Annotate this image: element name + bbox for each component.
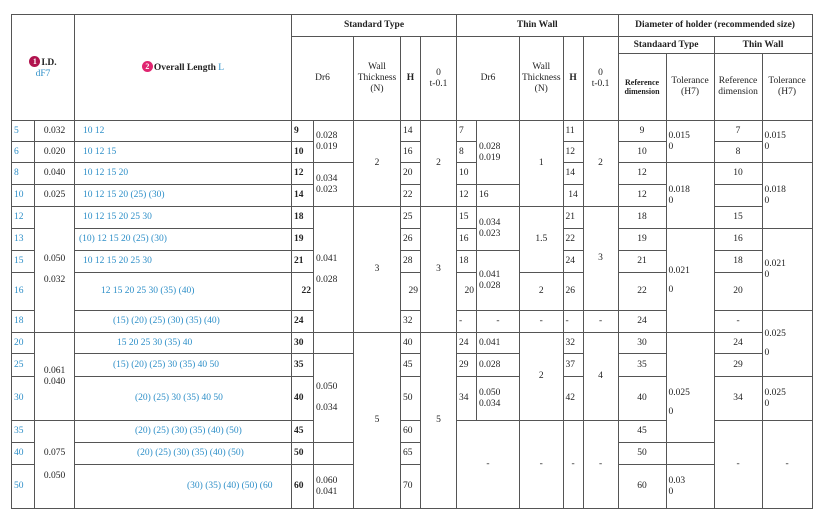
length-cell: (20) (25) (30) (35) (40) (50) — [75, 421, 292, 443]
ht-ref-cell: 8 — [714, 142, 762, 163]
length-label: Overall Length — [153, 63, 216, 74]
ht-ref-cell: 24 — [714, 333, 762, 354]
thin-dr6-blank: - — [457, 421, 520, 509]
tol0: 0 — [436, 67, 441, 78]
hs-ref-header — [618, 54, 666, 121]
thin-tol-cell: - — [477, 311, 520, 333]
hs-tol-cell — [666, 229, 714, 333]
length-cell: 10 12 15 20 (25) (30) — [75, 185, 292, 207]
hs-ref-cell: 19 — [618, 229, 666, 251]
holder-thin-header: Thin Wall — [714, 37, 812, 54]
holder-standard-header: Standaard Type — [618, 37, 714, 54]
thin-h-cell: 16 — [477, 185, 520, 207]
thin-h-cell: 21 — [563, 207, 583, 229]
id-cell: 15 — [12, 251, 35, 273]
length-cell: (20) (25) (30) (35) (40) (50) — [75, 443, 292, 465]
std-dr6-cell: 9 — [292, 121, 314, 142]
thin-tol-cell: 0.028 — [477, 354, 520, 377]
id-cell: 12 — [12, 207, 35, 229]
id-cell: 16 — [12, 273, 35, 311]
v: 0.050 — [43, 470, 66, 481]
length-cell: (10) 12 15 20 (25) (30) — [75, 229, 292, 251]
id-tol-cell: 0.040 — [35, 163, 75, 185]
std-tol-cell — [314, 333, 354, 354]
v: 0.015 — [668, 130, 690, 141]
std-h-cell: 22 — [401, 185, 421, 207]
std-dr6-cell: 30 — [292, 333, 314, 354]
ht-tol-header — [762, 54, 812, 121]
wall-l2: Thickness — [357, 73, 397, 84]
thin-t-cell: 2 — [583, 121, 618, 207]
tola: Tolerance — [768, 76, 806, 87]
ref1: Reference — [625, 77, 660, 87]
hs-ref-cell: 22 — [618, 273, 666, 311]
std-h-cell: 45 — [401, 354, 421, 377]
length-cell: 12 15 20 25 30 (35) (40) — [75, 273, 292, 311]
std-h-cell: 65 — [401, 443, 421, 465]
v: 0 — [668, 284, 674, 295]
id-tol-cell — [35, 421, 75, 509]
badge-2: 2 — [142, 61, 153, 72]
id-cell: 13 — [12, 229, 35, 251]
v: 0.025 — [668, 387, 690, 398]
std-tol-header — [421, 37, 457, 121]
std-tol-cell — [314, 121, 354, 163]
std-h-cell: 20 — [401, 163, 421, 185]
v: 0.034 — [316, 403, 338, 413]
thin-dr6-cell: 29 — [457, 354, 477, 377]
v: 0.019 — [316, 141, 338, 152]
std-h-cell: 70 — [401, 465, 421, 509]
std-dr6-cell: 19 — [292, 229, 314, 251]
std-dr6-cell: 22 — [292, 273, 314, 311]
thin-t-cell: 4 — [583, 333, 618, 421]
v: 0.021 — [764, 258, 786, 269]
ref2: dimension — [718, 87, 758, 97]
v: 0.050 — [316, 382, 338, 393]
ht-ref-cell: 7 — [714, 121, 762, 142]
std-dr6-cell: 14 — [292, 185, 314, 207]
hs-ref-cell: 10 — [618, 142, 666, 163]
thin-dr6-cell: 24 — [457, 333, 477, 354]
hs-ref-cell: 21 — [618, 251, 666, 273]
ht-ref-header — [714, 54, 762, 121]
thin-tol-cell — [477, 207, 520, 251]
v: 0 — [764, 347, 770, 358]
v: 0.050 — [43, 253, 66, 264]
v: 0.032 — [43, 274, 66, 285]
v: 0.023 — [316, 184, 338, 195]
std-h-cell: 29 — [401, 273, 421, 311]
thin-h-cell: 24 — [563, 251, 583, 273]
thin-dr6-header: Dr6 — [457, 37, 520, 121]
ht-tol-cell — [762, 377, 812, 421]
thin-tol-cell — [477, 251, 520, 311]
std-dr6-cell: 24 — [292, 311, 314, 333]
thin-h-blank: - — [563, 421, 583, 509]
v: 0 — [668, 141, 674, 152]
ht-ref-cell: 15 — [714, 207, 762, 229]
ht-ref-cell: 34 — [714, 377, 762, 421]
thin-wall-cell: - — [520, 311, 564, 333]
hs-tol-cell — [666, 333, 714, 443]
ht-tol-cell — [762, 229, 812, 311]
thin-dr6-cell: 20 — [457, 273, 477, 311]
hs-tol-cell — [666, 163, 714, 229]
v: 0.041 — [316, 253, 338, 264]
std-dr6-cell: 10 — [292, 142, 314, 163]
thin-dr6-cell: 16 — [457, 229, 477, 251]
ht-tol-cell — [762, 163, 812, 229]
table-row — [12, 163, 813, 185]
std-dr6-cell: 60 — [292, 465, 314, 509]
ht-ref-blank: - — [714, 421, 762, 509]
thin-tol-cell — [477, 377, 520, 421]
std-h-header: H — [401, 37, 421, 121]
thin-t-blank: - — [583, 421, 618, 509]
hs-tol-cell — [666, 443, 714, 465]
v: 0 — [668, 486, 674, 497]
v: 0.023 — [479, 228, 501, 239]
hs-ref-cell: 14 — [563, 185, 583, 207]
length-cell: 10 12 — [75, 121, 292, 142]
std-h-cell: 26 — [401, 229, 421, 251]
std-dr6-cell: 40 — [292, 377, 314, 421]
id-cell: 10 — [12, 185, 35, 207]
v: 0.028 — [479, 141, 501, 152]
v: 0.025 — [764, 387, 786, 398]
id-header — [12, 15, 75, 121]
id-tol-cell — [35, 207, 75, 333]
spec-table — [11, 14, 813, 509]
std-wall-cell: 3 — [354, 207, 401, 333]
ht-ref-cell: 20 — [714, 273, 762, 311]
id-cell: 20 — [12, 333, 35, 354]
tolb: (H7) — [681, 87, 699, 97]
v: 0.019 — [479, 152, 501, 163]
hs-ref-cell: 60 — [618, 465, 666, 509]
thin-dr6-cell: 12 — [457, 185, 477, 207]
v: 0.028 — [479, 280, 501, 291]
v: 0 — [668, 406, 674, 417]
thin-wall-cell: 2 — [520, 333, 564, 421]
v: 0.075 — [43, 447, 66, 458]
hs-ref-cell: 45 — [618, 421, 666, 443]
badge-1: 1 — [29, 56, 40, 67]
ht-ref-cell: 29 — [714, 354, 762, 377]
v: 0.021 — [668, 265, 690, 276]
std-dr6-cell: 12 — [292, 163, 314, 185]
v: 0.034 — [479, 398, 501, 409]
thin-dr6-cell: - — [457, 311, 477, 333]
thin-wall-cell: 2 — [520, 273, 564, 311]
thin-h-cell: 22 — [563, 229, 583, 251]
std-tol-cell — [314, 207, 354, 333]
id-cell: 18 — [12, 311, 35, 333]
holder-header: Diameter of holder (recommended size) — [618, 15, 812, 37]
hs-ref-cell: 12 — [618, 163, 666, 185]
id-label: I.D. — [41, 57, 57, 68]
wall-l1: Wall — [368, 62, 386, 73]
v: 0.03 — [668, 475, 686, 486]
hs-ref-cell: 40 — [618, 377, 666, 421]
ht-ref-cell: - — [714, 311, 762, 333]
std-h-cell: 40 — [401, 333, 421, 354]
table-row — [12, 443, 813, 465]
std-h-cell: 28 — [401, 251, 421, 273]
thin-h-cell: 12 — [563, 142, 583, 163]
ht-ref-cell: 16 — [714, 229, 762, 251]
id-cell: 40 — [12, 443, 35, 465]
v: 0 — [764, 141, 770, 152]
id-cell: 6 — [12, 142, 35, 163]
v: 0.025 — [764, 328, 786, 339]
v: 0.028 — [316, 130, 338, 141]
length-cell: 10 12 15 20 — [75, 163, 292, 185]
v: 0.034 — [316, 173, 338, 184]
wall-l3: (N) — [370, 83, 384, 94]
length-sym: L — [218, 63, 225, 74]
v: 0.018 — [764, 184, 786, 195]
thin-tol-header — [583, 37, 618, 121]
standard-type-header: Standard Type — [292, 15, 457, 37]
id-tol-cell: 0.032 — [35, 121, 75, 142]
hs-tol-cell — [666, 465, 714, 509]
thin-dr6-cell: 18 — [457, 251, 477, 273]
id-tol-cell — [35, 333, 75, 421]
std-h-cell: 32 — [401, 311, 421, 333]
thin-wall-header: Thin Wall — [457, 15, 619, 37]
v: 0 — [668, 195, 674, 206]
v: 0.040 — [43, 376, 66, 387]
std-tol-cell — [314, 354, 354, 443]
std-tol-cell — [314, 443, 354, 465]
wall-l1: Wall — [532, 62, 551, 73]
thin-h-cell: 37 — [563, 354, 583, 377]
thin-tol-cell — [477, 121, 520, 185]
tola: Tolerance — [671, 76, 709, 87]
tol1: t-0.1 — [591, 78, 610, 89]
std-h-cell: 16 — [401, 142, 421, 163]
tol0: 0 — [598, 67, 603, 78]
thin-wall-col-header — [520, 37, 564, 121]
id-cell: 30 — [12, 377, 35, 421]
thin-wall-cell: 1 — [520, 121, 564, 207]
thin-dr6-cell: 8 — [457, 142, 477, 163]
ht-ref-cell: 12 — [618, 185, 666, 207]
thin-t-cell: 3 — [583, 207, 618, 311]
ht-tol-blank: - — [762, 421, 812, 509]
id-tol-cell: 0.020 — [35, 142, 75, 163]
ref1: Reference — [718, 76, 758, 87]
id-tol-cell: 0.025 — [35, 185, 75, 207]
v: 0 — [764, 398, 770, 409]
thin-wall-blank: - — [520, 421, 564, 509]
std-h-cell: 14 — [401, 121, 421, 142]
thin-h-cell: - — [563, 311, 583, 333]
ref2: dimension — [624, 87, 660, 96]
thin-wall-cell: 1.5 — [520, 207, 564, 273]
length-cell: (20) (25) 30 (35) 40 50 — [75, 377, 292, 421]
std-t-cell: 2 — [421, 121, 457, 207]
length-cell: (15) (20) (25) 30 (35) 40 50 — [75, 354, 292, 377]
hs-tol-header — [666, 54, 714, 121]
std-tol-cell — [314, 163, 354, 207]
table-row — [12, 333, 813, 354]
std-dr6-cell: 18 — [292, 207, 314, 229]
thin-t-cell: - — [583, 311, 618, 333]
v: 0 — [764, 269, 770, 280]
hs-ref-cell: 9 — [618, 121, 666, 142]
v: 0.018 — [668, 184, 690, 195]
std-dr6-header: Dr6 — [292, 37, 354, 121]
ht-tol-cell — [762, 311, 812, 377]
v: 0.034 — [479, 217, 501, 228]
std-dr6-cell: 21 — [292, 251, 314, 273]
ht-ref-cell: 10 — [714, 163, 762, 185]
id-cell: 25 — [12, 354, 35, 377]
table-row — [12, 121, 813, 142]
table-row — [12, 229, 813, 251]
ht-ref-cell: 18 — [714, 251, 762, 273]
std-h-cell: 50 — [401, 377, 421, 421]
tolb: (H7) — [778, 87, 796, 97]
thin-dr6-cell: 15 — [457, 207, 477, 229]
thin-dr6-cell: 34 — [457, 377, 477, 421]
std-tol-cell — [314, 465, 354, 509]
std-dr6-cell: 45 — [292, 421, 314, 443]
id-cell: 5 — [12, 121, 35, 142]
length-cell: 10 12 15 20 25 30 — [75, 207, 292, 229]
thin-h-cell: 14 — [563, 163, 583, 185]
thin-tol-cell: 0.041 — [477, 333, 520, 354]
wall-l3: (N) — [534, 83, 548, 94]
thin-dr6-cell: 7 — [457, 121, 477, 142]
v: 0 — [764, 195, 770, 206]
std-wall-header — [354, 37, 401, 121]
std-dr6-cell: 35 — [292, 354, 314, 377]
std-t-cell: 3 — [421, 207, 457, 333]
length-cell: 10 12 15 20 25 30 — [75, 251, 292, 273]
hs-ref-cell: 30 — [618, 333, 666, 354]
length-header — [75, 15, 292, 121]
length-cell: 15 20 25 30 (35) 40 — [75, 333, 292, 354]
hs-ref-cell: 18 — [618, 207, 666, 229]
id-sub: dF7 — [35, 68, 51, 79]
v: 0.015 — [764, 130, 786, 141]
std-dr6-cell: 50 — [292, 443, 314, 465]
thin-h-header: H — [563, 37, 583, 121]
hs-ref-cell: 35 — [618, 354, 666, 377]
thin-h-cell: 42 — [563, 377, 583, 421]
length-cell: (15) (20) (25) (30) (35) (40) — [75, 311, 292, 333]
std-h-cell: 25 — [401, 207, 421, 229]
wall-l2: Thickness — [522, 73, 561, 84]
hs-ref-cell: 50 — [618, 443, 666, 465]
length-cell: 10 12 15 — [75, 142, 292, 163]
thin-h-cell: 32 — [563, 333, 583, 354]
id-cell: 8 — [12, 163, 35, 185]
std-wall-cell: 2 — [354, 121, 401, 207]
table-row — [12, 465, 813, 509]
std-wall-cell: 5 — [354, 333, 401, 509]
v: 0.061 — [43, 365, 66, 376]
tol1: t-0.1 — [429, 78, 448, 89]
hs-ref-cell: 24 — [618, 311, 666, 333]
length-cell: (30) (35) (40) (50) (60 — [75, 465, 292, 509]
std-t-cell: 5 — [421, 333, 457, 509]
id-cell: 35 — [12, 421, 35, 443]
id-cell: 50 — [12, 465, 35, 509]
ht-tol-cell — [762, 121, 812, 163]
v: 0.028 — [316, 274, 338, 285]
thin-dr6-cell: 10 — [457, 163, 477, 185]
thin-h-cell: 11 — [563, 121, 583, 142]
v: 0.041 — [316, 486, 338, 497]
v: 0.050 — [479, 387, 501, 398]
v: 0.041 — [479, 269, 501, 280]
hs-tol-cell — [666, 121, 714, 163]
std-h-cell: 60 — [401, 421, 421, 443]
v: 0.060 — [316, 475, 338, 486]
thin-h-cell: 26 — [563, 273, 583, 311]
